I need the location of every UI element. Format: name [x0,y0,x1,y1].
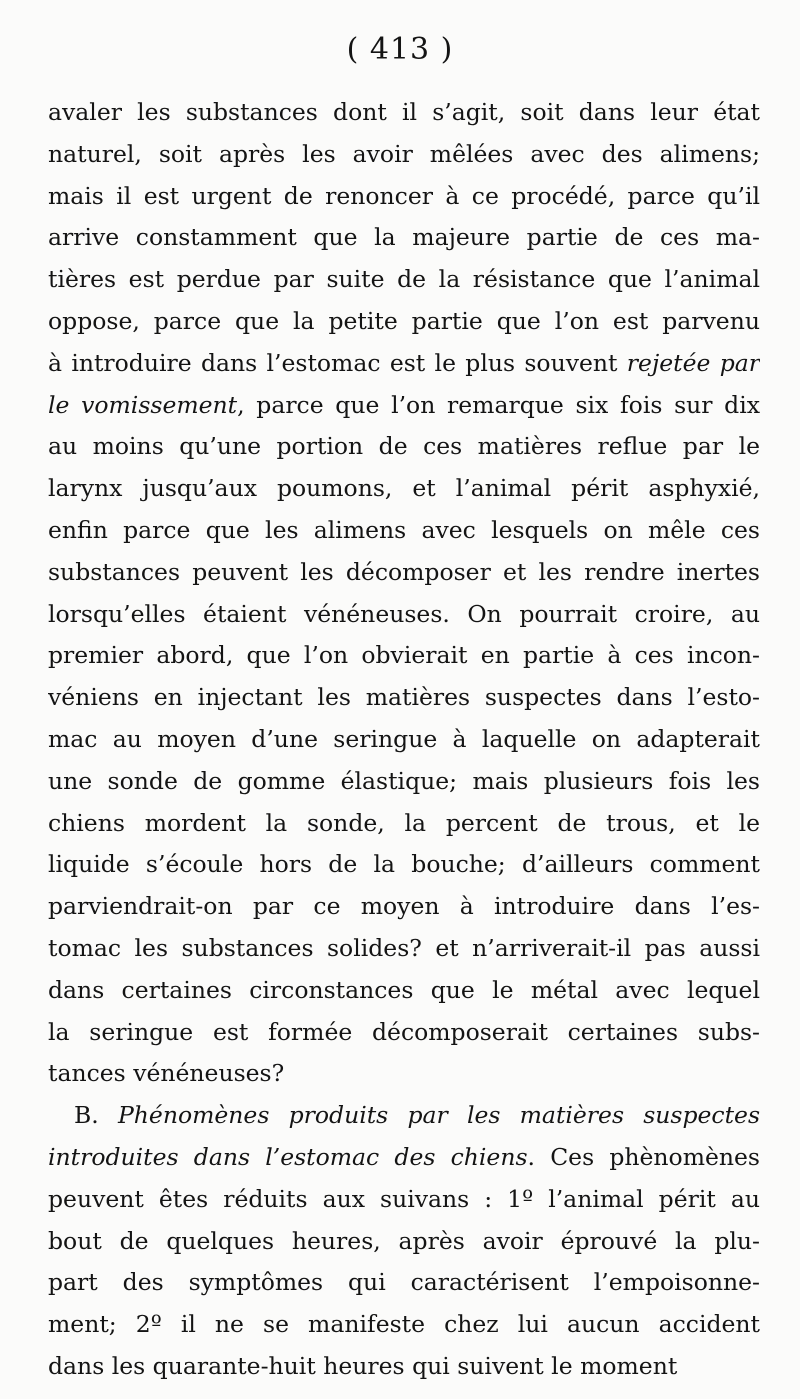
text-line [48,1346,760,1388]
text-line [48,217,760,259]
text-line [48,1179,760,1221]
text-segment: dans les quarante-huit heures qui suivent le moment [48,1351,678,1380]
text-line [48,844,760,886]
text-line [48,510,760,552]
text-segment: , parce que l’on remarque six fois sur dix [237,390,760,419]
text-segment: mais il est urgent de renoncer à ce procédé, parce qu’il [48,181,760,210]
text-line [48,1095,760,1137]
text-line [48,1137,760,1179]
text-segment: arrive constamment que la majeure partie de ces ma- [48,223,760,252]
text-line [48,1262,760,1304]
text-segment: mac au moyen d’une seringue à laquelle on adapterait [48,724,760,753]
page-number: ( 413 ) [346,32,454,67]
text-line [48,176,760,218]
text-segment: chiens mordent la sonde, la percent de trous, et le [48,808,760,837]
text-line [48,761,760,803]
text-line [48,92,760,134]
text-segment: oppose, parce que la petite partie que l’on est parvenu [48,306,760,335]
text-line [48,970,760,1012]
text-line [48,259,760,301]
text-segment: au moins qu’une portion de ces matières reflue par le [48,432,760,461]
text-segment: à introduire dans l’estomac est le plus souvent [48,348,627,377]
text-segment: tières est perdue par suite de la résistance que l’animal [48,265,760,294]
text-segment: tances vénéneuses? [48,1059,285,1088]
text-line [48,426,760,468]
italic-segment: introduites dans l’estomac des chiens [48,1142,528,1171]
italic-segment: rejetée par [626,348,760,377]
text-segment: substances peuvent les décomposer et les rendre inertes [48,557,760,586]
text-line [48,1012,760,1054]
text-line [48,134,760,176]
text-segment: enfin parce que les alimens avec lesquels on mêle ces [48,515,760,544]
text-line [48,886,760,928]
text-line [48,928,760,970]
text-segment: liquide s’écoule hors de la bouche; d’ailleurs comment [48,850,760,879]
text-segment: bout de quelques heures, après avoir éprouvé la plu- [48,1226,760,1255]
text-line [48,301,760,343]
text-segment: avaler les substances dont il s’agit, soit dans leur état [48,98,760,126]
text-segment: la seringue est formée décomposerait certaines subs- [48,1017,760,1046]
text-line [48,1221,760,1263]
text-segment: naturel, soit après les avoir mêlées avec des alimens; [48,139,760,168]
text-line [48,803,760,845]
text-line [48,385,760,427]
text-segment: peuvent êtes réduits aux suivans : 1º l’animal périt au [48,1184,760,1213]
text-segment: une sonde de gomme élastique; mais plusieurs fois les [48,766,760,795]
italic-segment: le vomissement [48,390,238,419]
body-text [48,92,760,1388]
text-line [48,719,760,761]
text-line [48,343,760,385]
text-line [48,552,760,594]
text-segment: B. [74,1101,118,1130]
text-segment: parviendrait-on par ce moyen à introduire dans l’es- [48,892,760,921]
text-line [48,1304,760,1346]
italic-segment: Phénomènes produits par les matières suspectes [117,1101,760,1130]
text-line [48,677,760,719]
text-line [48,635,760,677]
text-segment: part des symptômes qui caractérisent l’empoisonne- [48,1268,760,1297]
text-segment: ment; 2º il ne se manifeste chez lui aucun accident [48,1310,760,1339]
text-segment: lorsqu’elles étaient vénéneuses. On pourrait croire, au [48,599,760,628]
text-segment: larynx jusqu’aux poumons, et l’animal périt asphyxié, [48,474,760,503]
text-segment: . Ces phènomènes [527,1142,760,1171]
text-segment: premier abord, que l’on obvierait en partie à ces incon- [48,641,760,670]
text-segment: dans certaines circonstances que le métal avec lequel [48,975,760,1004]
text-line [48,468,760,510]
text-line [48,594,760,636]
text-segment: véniens en injectant les matières suspectes dans l’esto- [48,683,760,712]
text-line [48,1053,760,1095]
text-segment: tomac les substances solides? et n’arriverait-il pas aussi [48,933,760,962]
